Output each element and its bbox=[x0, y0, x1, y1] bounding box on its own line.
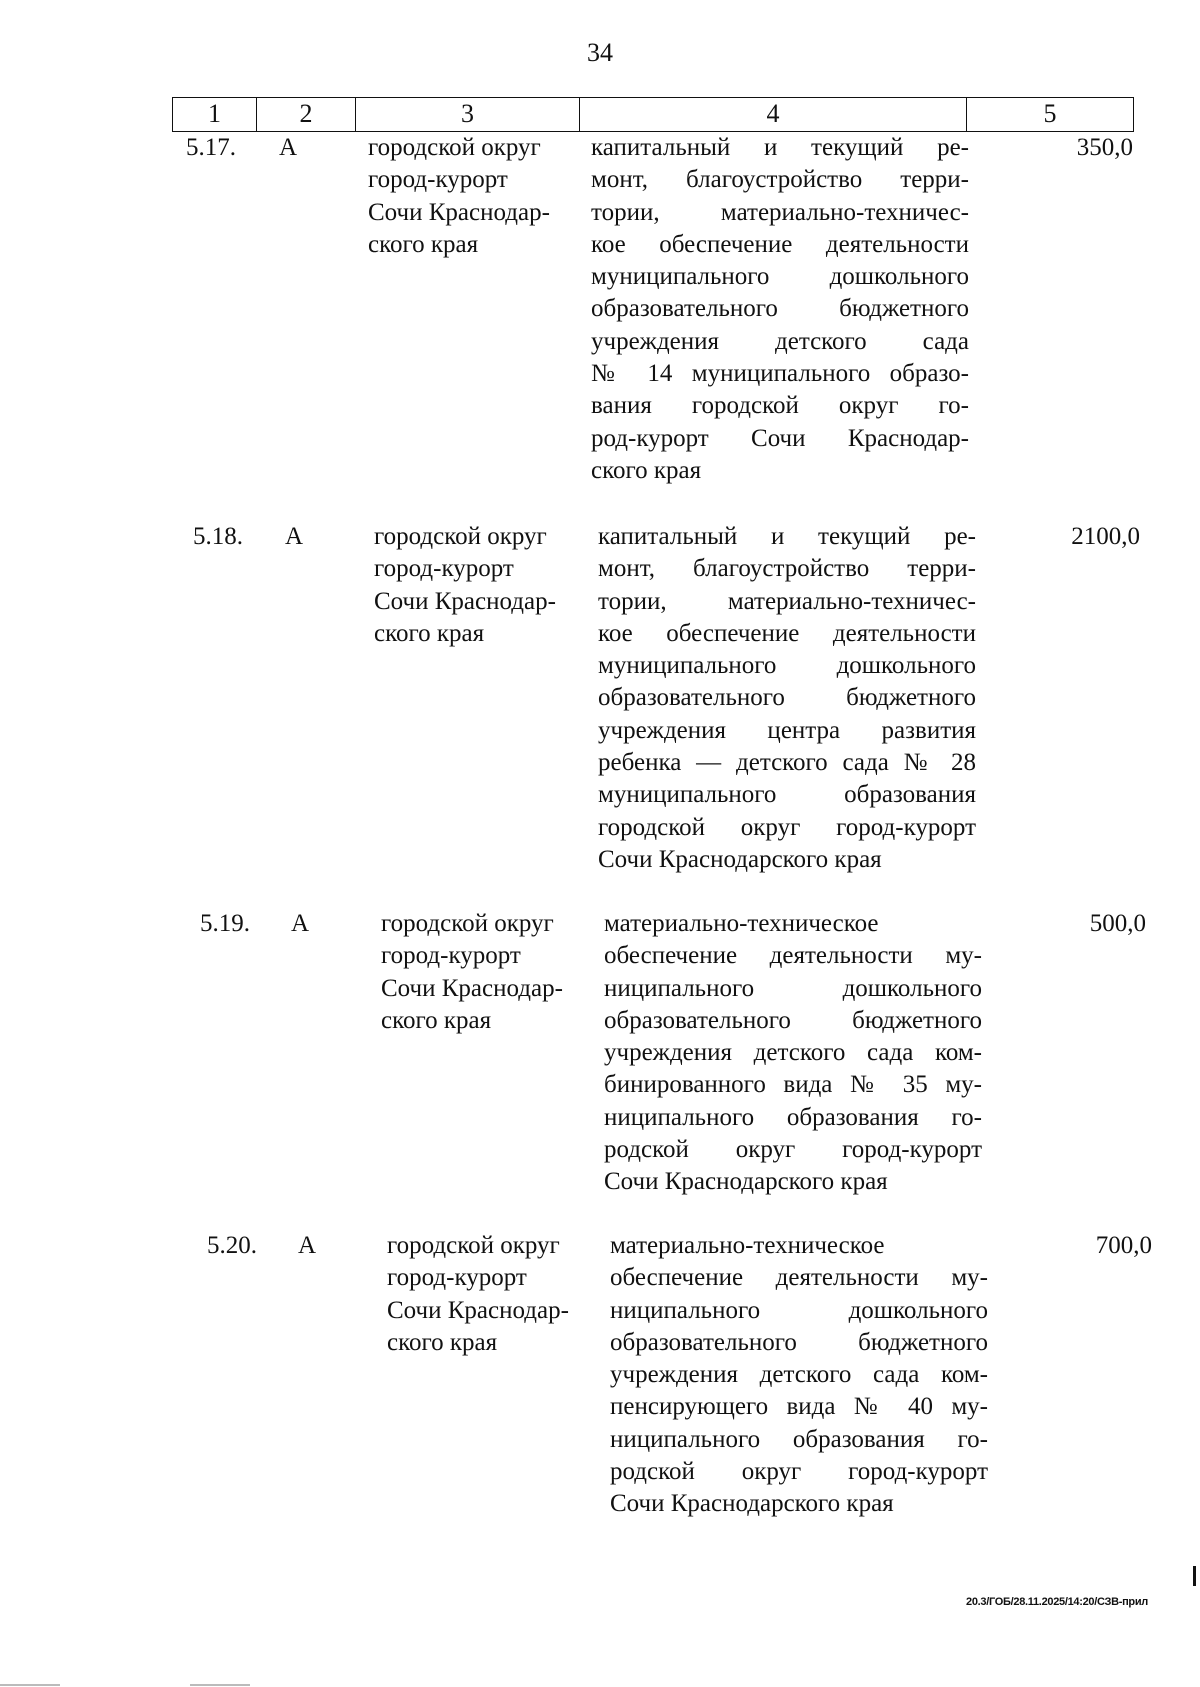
description-line: муниципального дошкольного bbox=[591, 263, 969, 291]
municipality-line: ского края bbox=[374, 619, 485, 647]
municipality-line: ского края bbox=[368, 230, 479, 258]
row-municipality bbox=[387, 1230, 597, 1359]
header-col-2: 2 bbox=[256, 98, 355, 131]
description-line: ского края bbox=[591, 456, 702, 484]
description-line: учреждения центра развития bbox=[598, 716, 976, 744]
description-line: Сочи Краснодарского края bbox=[604, 1168, 888, 1196]
row-description bbox=[598, 521, 976, 876]
description-line: Сочи Краснодарского края bbox=[598, 845, 882, 873]
description-line: материально-техническое bbox=[604, 910, 879, 937]
description-line: пенсирующего вида № 40 му- bbox=[610, 1393, 988, 1421]
municipality-line: город-курорт bbox=[368, 166, 508, 194]
row-category: А bbox=[290, 910, 310, 937]
description-line: кое обеспечение деятельности bbox=[598, 619, 976, 647]
description-line: № 14 муниципального образо- bbox=[591, 360, 969, 388]
page-number: 34 bbox=[587, 38, 613, 67]
description-line: учреждения детского сада bbox=[591, 327, 969, 355]
description-line: тории, материально-техничес- bbox=[591, 198, 969, 226]
description-line: кое обеспечение деятельности bbox=[591, 230, 969, 258]
description-line: ниципального образования го- bbox=[604, 1103, 982, 1131]
municipality-line: городской округ bbox=[387, 1232, 560, 1259]
municipality-line: Сочи Краснодар- bbox=[381, 974, 563, 1002]
row-amount: 350,0 bbox=[1076, 134, 1133, 161]
description-line: капитальный и текущий ре- bbox=[598, 523, 976, 550]
row-municipality bbox=[368, 132, 578, 261]
row-category: А bbox=[278, 134, 298, 161]
municipality-line: город-курорт bbox=[374, 555, 514, 583]
description-line: ребенка — детского сада № 28 bbox=[598, 749, 976, 777]
row-number: 5.18. bbox=[193, 523, 243, 550]
municipality-line: город-курорт bbox=[381, 942, 521, 970]
description-line: ниципального образования го- bbox=[610, 1425, 988, 1453]
table-header bbox=[172, 97, 1134, 132]
municipality-line: городской округ bbox=[374, 523, 547, 550]
header-col-3: 3 bbox=[355, 98, 579, 131]
row-amount: 700,0 bbox=[1095, 1232, 1152, 1259]
row-number: 5.20. bbox=[207, 1232, 257, 1259]
description-line: монт, благоустройство терри- bbox=[598, 555, 976, 583]
description-line: вания городской округ го- bbox=[591, 392, 969, 420]
municipality-line: Сочи Краснодар- bbox=[374, 587, 556, 615]
row-municipality bbox=[374, 521, 584, 650]
document-registration-code: 20.3/ГОБ/28.11.2025/14:20/СЗВ-прил bbox=[966, 1596, 1148, 1608]
scan-edge-rule bbox=[190, 1684, 250, 1686]
description-line: тории, материально-техничес- bbox=[598, 587, 976, 615]
description-line: муниципального образования bbox=[598, 781, 976, 809]
description-line: род-курорт Сочи Краснодар- bbox=[591, 424, 969, 452]
header-col-1: 1 bbox=[208, 99, 221, 128]
row-number: 5.19. bbox=[200, 910, 250, 937]
row-description bbox=[604, 908, 982, 1199]
scan-edge-rule bbox=[0, 1684, 60, 1686]
description-line: монт, благоустройство терри- bbox=[591, 166, 969, 194]
description-line: обеспечение деятельности му- bbox=[610, 1264, 988, 1292]
description-line: образовательного бюджетного bbox=[604, 1006, 982, 1034]
municipality-line: город-курорт bbox=[387, 1264, 527, 1292]
description-line: материально-техническое bbox=[610, 1232, 885, 1259]
description-line: муниципального дошкольного bbox=[598, 652, 976, 680]
municipality-line: ского края bbox=[381, 1006, 492, 1034]
row-amount: 2100,0 bbox=[1071, 523, 1140, 550]
description-line: ниципального дошкольного bbox=[604, 974, 982, 1002]
row-amount: 500,0 bbox=[1089, 910, 1146, 937]
row-municipality bbox=[381, 908, 591, 1037]
header-col-4: 4 bbox=[579, 98, 966, 131]
description-line: учреждения детского сада ком- bbox=[604, 1039, 982, 1067]
description-line: родской округ город-курорт bbox=[610, 1458, 988, 1486]
row-description bbox=[610, 1230, 988, 1521]
description-line: капитальный и текущий ре- bbox=[591, 134, 969, 161]
municipality-line: Сочи Краснодар- bbox=[368, 198, 550, 226]
description-line: родской округ город-курорт bbox=[604, 1136, 982, 1164]
description-line: образовательного бюджетного bbox=[598, 684, 976, 712]
row-number: 5.17. bbox=[186, 134, 236, 161]
description-line: образовательного бюджетного bbox=[591, 295, 969, 323]
scan-mark bbox=[1193, 1566, 1196, 1586]
municipality-line: Сочи Краснодар- bbox=[387, 1296, 569, 1324]
description-line: городской округ город-курорт bbox=[598, 813, 976, 841]
description-line: образовательного бюджетного bbox=[610, 1328, 988, 1356]
description-line: обеспечение деятельности му- bbox=[604, 942, 982, 970]
description-line: учреждения детского сада ком- bbox=[610, 1361, 988, 1389]
row-category: А bbox=[284, 523, 304, 550]
row-category: А bbox=[297, 1232, 317, 1259]
municipality-line: ского края bbox=[387, 1328, 498, 1356]
description-line: ниципального дошкольного bbox=[610, 1296, 988, 1324]
description-line: Сочи Краснодарского края bbox=[610, 1490, 894, 1518]
header-col-5: 5 bbox=[966, 98, 1133, 131]
municipality-line: городской округ bbox=[381, 910, 554, 937]
description-line: бинированного вида № 35 му- bbox=[604, 1071, 982, 1099]
row-description bbox=[591, 132, 969, 487]
municipality-line: городской округ bbox=[368, 134, 541, 161]
